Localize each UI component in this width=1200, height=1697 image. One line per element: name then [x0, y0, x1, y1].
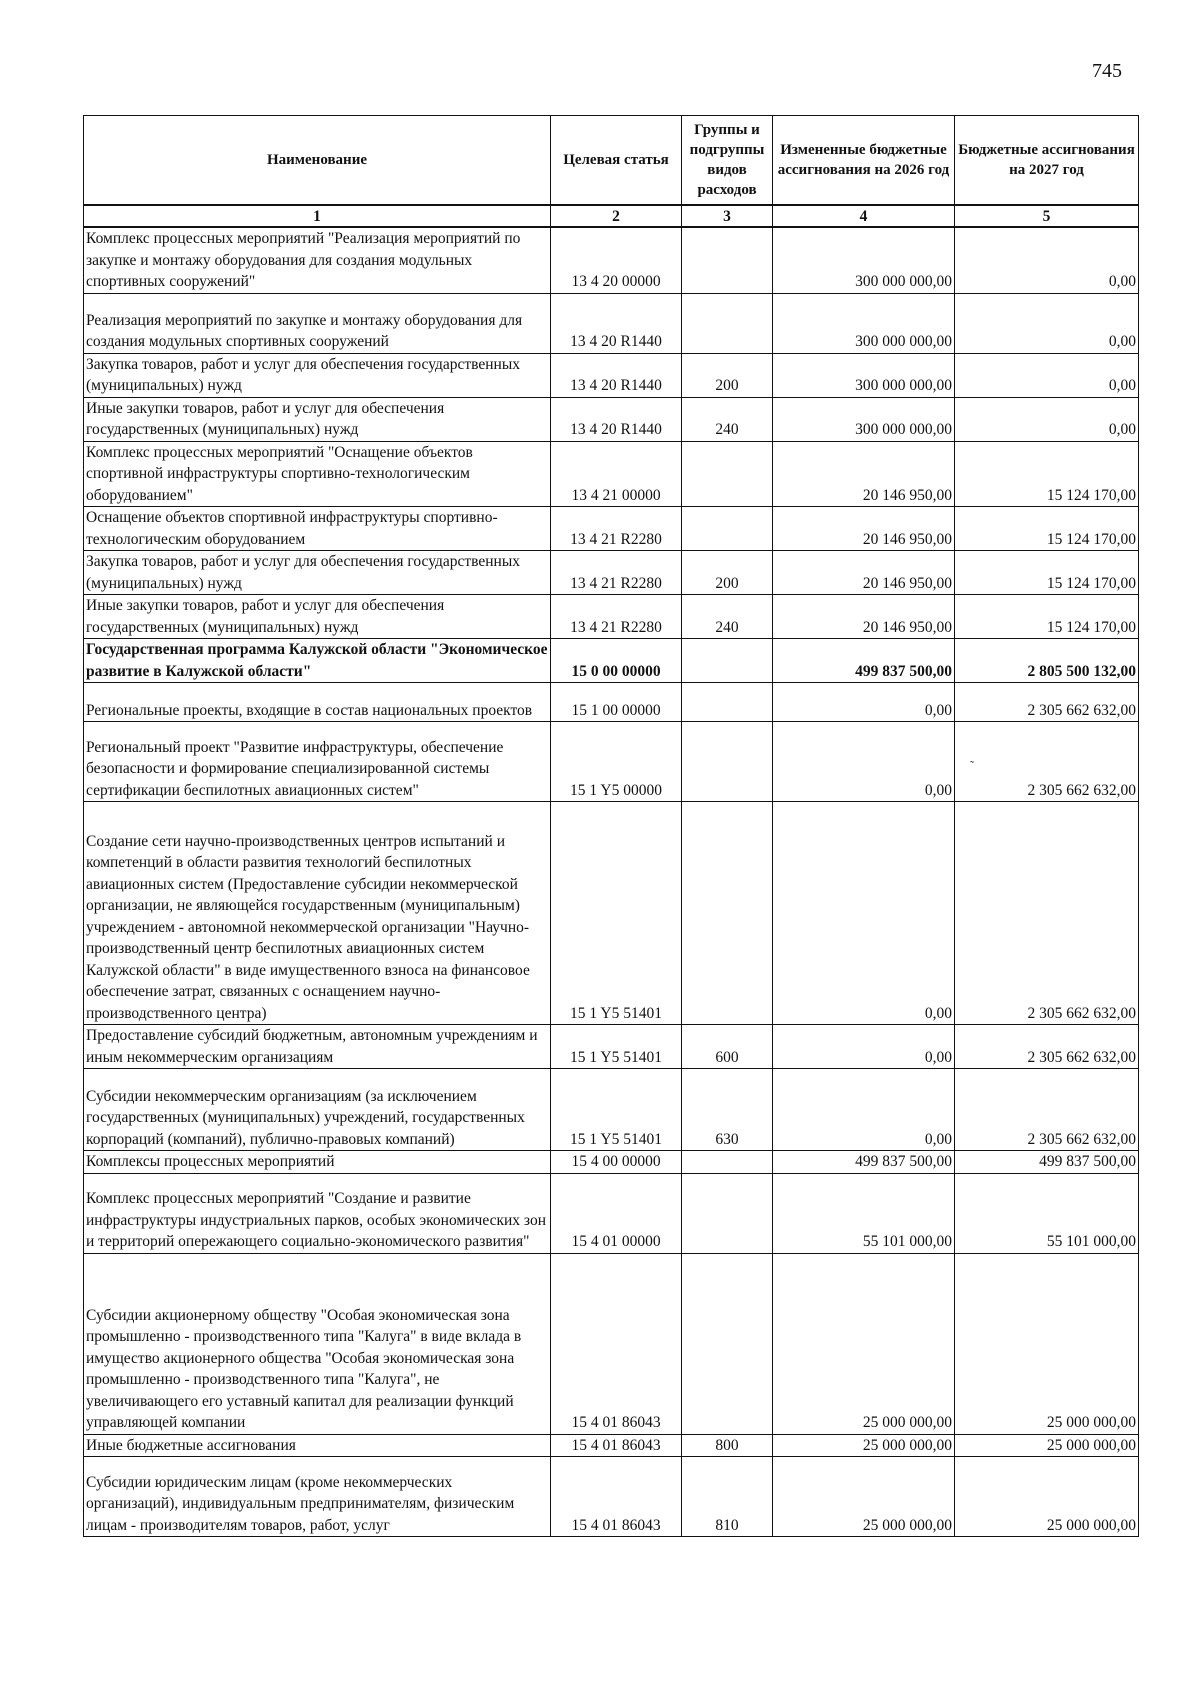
- row-expense-group-cell: [682, 293, 773, 353]
- row-expense-group-cell: 200: [682, 353, 773, 397]
- row-name-cell: Иные закупки товаров, работ и услуг для обеспечения государственных (муниципальных) нужд: [84, 397, 551, 441]
- row-target-article-cell: 15 1 00 00000: [551, 683, 682, 722]
- row-name-cell: Иные бюджетные ассигнования: [84, 1434, 551, 1457]
- table-row: [84, 683, 1139, 722]
- row-amount-2027-cell: 0,00: [955, 397, 1139, 441]
- row-name-cell: Комплекс процессных мероприятий "Реализация мероприятий по закупке и монтажу оборудования для создания модульных спортивных сооружений": [84, 227, 551, 293]
- table-row: [84, 722, 1139, 802]
- table-body: [84, 227, 1139, 1537]
- row-name-cell: Реализация мероприятий по закупке и монтажу оборудования для создания модульных спортивных сооружений: [84, 293, 551, 353]
- row-target-article-cell: 15 4 01 86043: [551, 1253, 682, 1434]
- row-amount-2027-cell: 2 305 662 632,00: [955, 722, 1139, 802]
- table-row: [84, 1173, 1139, 1253]
- row-amount-2026-cell: 300 000 000,00: [773, 227, 955, 293]
- table-row: [84, 293, 1139, 353]
- table-row: [84, 1457, 1139, 1537]
- row-name-cell: Комплекс процессных мероприятий "Оснащение объектов спортивной инфраструктуры спортивно-технологическим оборудованием": [84, 441, 551, 507]
- table-row: [84, 1151, 1139, 1174]
- row-target-article-cell: 13 4 20 00000: [551, 227, 682, 293]
- row-amount-2027-cell: 0,00: [955, 227, 1139, 293]
- row-amount-2026-cell: 499 837 500,00: [773, 639, 955, 683]
- row-target-article-cell: 13 4 21 R2280: [551, 595, 682, 639]
- table-row: [84, 1434, 1139, 1457]
- row-name-cell: Субсидии некоммерческим организациям (за исключением государственных (муниципальных) учреждений, государственных корпораций (компаний), публично-правовых компаний): [84, 1069, 551, 1151]
- row-target-article-cell: 13 4 21 R2280: [551, 551, 682, 595]
- row-name-cell: Государственная программа Калужской области "Экономическое развитие в Калужской области": [84, 639, 551, 683]
- row-name-cell: Субсидии юридическим лицам (кроме некоммерческих организаций), индивидуальным предпринимателям, физическим лицам - производителям товаров, работ, услуг: [84, 1457, 551, 1537]
- table-row: [84, 802, 1139, 1025]
- row-amount-2027-cell: 2 305 662 632,00: [955, 1025, 1139, 1069]
- row-expense-group-cell: 240: [682, 595, 773, 639]
- page-number: 745: [1092, 60, 1122, 82]
- row-amount-2027-cell: 2 305 662 632,00: [955, 683, 1139, 722]
- column-number: 4: [773, 205, 955, 227]
- row-target-article-cell: 13 4 21 R2280: [551, 507, 682, 551]
- row-expense-group-cell: [682, 1253, 773, 1434]
- table-row: [84, 353, 1139, 397]
- row-expense-group-cell: [682, 227, 773, 293]
- row-expense-group-cell: [682, 683, 773, 722]
- row-amount-2026-cell: 0,00: [773, 802, 955, 1025]
- row-name-cell: Закупка товаров, работ и услуг для обеспечения государственных (муниципальных) нужд: [84, 353, 551, 397]
- row-amount-2027-cell: 15 124 170,00: [955, 595, 1139, 639]
- header-amount-2027: Бюджетные ассигнования на 2027 год: [955, 116, 1139, 206]
- column-number: 3: [682, 205, 773, 227]
- row-target-article-cell: 15 1 Y5 51401: [551, 1025, 682, 1069]
- row-name-cell: Субсидии акционерному обществу "Особая экономическая зона промышленно - производственного типа "Калуга" в виде вклада в имущество акционерного общества "Особая экономическая зона промышленно - производственного типа "Калуга", не увеличивающего его уставный капитал для реализации функций управляющей компании: [84, 1253, 551, 1434]
- row-expense-group-cell: [682, 441, 773, 507]
- table-row: [84, 1253, 1139, 1434]
- row-expense-group-cell: 810: [682, 1457, 773, 1537]
- row-amount-2027-cell: 55 101 000,00: [955, 1173, 1139, 1253]
- column-number: 5: [955, 205, 1139, 227]
- table-row: [84, 227, 1139, 293]
- row-target-article-cell: 13 4 20 R1440: [551, 397, 682, 441]
- header-row: [84, 116, 1139, 206]
- row-target-article-cell: 15 4 01 00000: [551, 1173, 682, 1253]
- row-name-cell: Комплекс процессных мероприятий "Создание и развитие инфраструктуры индустриальных парков, особых экономических зон и территорий опережающего социально-экономического развития": [84, 1173, 551, 1253]
- row-amount-2027-cell: 2 305 662 632,00: [955, 802, 1139, 1025]
- row-target-article-cell: 15 1 Y5 00000: [551, 722, 682, 802]
- row-expense-group-cell: 630: [682, 1069, 773, 1151]
- row-amount-2026-cell: 20 146 950,00: [773, 441, 955, 507]
- table-row: [84, 639, 1139, 683]
- row-name-cell: Предоставление субсидий бюджетным, автономным учреждениям и иным некоммерческим организациям: [84, 1025, 551, 1069]
- table-row: [84, 507, 1139, 551]
- row-amount-2027-cell: 499 837 500,00: [955, 1151, 1139, 1174]
- row-target-article-cell: 15 4 00 00000: [551, 1151, 682, 1174]
- row-target-article-cell: 15 1 Y5 51401: [551, 802, 682, 1025]
- column-number: 2: [551, 205, 682, 227]
- row-amount-2027-cell: 2 305 662 632,00: [955, 1069, 1139, 1151]
- row-amount-2026-cell: 0,00: [773, 683, 955, 722]
- row-amount-2026-cell: 25 000 000,00: [773, 1434, 955, 1457]
- table-row: [84, 595, 1139, 639]
- row-expense-group-cell: [682, 1173, 773, 1253]
- row-target-article-cell: 15 1 Y5 51401: [551, 1069, 682, 1151]
- row-amount-2026-cell: 20 146 950,00: [773, 595, 955, 639]
- row-target-article-cell: 13 4 20 R1440: [551, 353, 682, 397]
- row-amount-2026-cell: 25 000 000,00: [773, 1457, 955, 1537]
- row-expense-group-cell: [682, 802, 773, 1025]
- header-target-article: Целевая статья: [551, 116, 682, 206]
- row-amount-2027-cell: 25 000 000,00: [955, 1434, 1139, 1457]
- row-amount-2027-cell: 0,00: [955, 293, 1139, 353]
- row-amount-2027-cell: 2 805 500 132,00: [955, 639, 1139, 683]
- scan-mark: ˜: [970, 758, 974, 772]
- row-amount-2027-cell: 15 124 170,00: [955, 441, 1139, 507]
- table-row: [84, 1069, 1139, 1151]
- row-expense-group-cell: 800: [682, 1434, 773, 1457]
- row-expense-group-cell: [682, 1151, 773, 1174]
- row-expense-group-cell: [682, 507, 773, 551]
- row-expense-group-cell: [682, 722, 773, 802]
- row-amount-2026-cell: 0,00: [773, 1025, 955, 1069]
- row-amount-2026-cell: 20 146 950,00: [773, 551, 955, 595]
- header-expense-group: Группы и подгруппы видов расходов: [682, 116, 773, 206]
- row-name-cell: Закупка товаров, работ и услуг для обеспечения государственных (муниципальных) нужд: [84, 551, 551, 595]
- row-target-article-cell: 15 4 01 86043: [551, 1434, 682, 1457]
- row-target-article-cell: 13 4 21 00000: [551, 441, 682, 507]
- row-amount-2027-cell: 15 124 170,00: [955, 507, 1139, 551]
- row-amount-2026-cell: 0,00: [773, 722, 955, 802]
- header-name: Наименование: [84, 116, 551, 206]
- row-amount-2026-cell: 300 000 000,00: [773, 397, 955, 441]
- row-expense-group-cell: [682, 639, 773, 683]
- row-name-cell: Региональные проекты, входящие в состав национальных проектов: [84, 683, 551, 722]
- table-row: [84, 397, 1139, 441]
- row-expense-group-cell: 240: [682, 397, 773, 441]
- row-amount-2026-cell: 25 000 000,00: [773, 1253, 955, 1434]
- table-row: [84, 551, 1139, 595]
- row-target-article-cell: 15 0 00 00000: [551, 639, 682, 683]
- row-amount-2026-cell: 55 101 000,00: [773, 1173, 955, 1253]
- row-amount-2026-cell: 300 000 000,00: [773, 293, 955, 353]
- row-name-cell: Создание сети научно-производственных центров испытаний и компетенций в области развития технологий беспилотных авиационных систем (Предоставление субсидии некоммерческой организации, не являющейся государственным (муниципальным) учреждением - автономной некоммерческой организации "Научно-производственный центр беспилотных авиационных систем Калужской области" в виде имущественного взноса на финансовое обеспечение затрат, связанных с оснащением научно-производственного центра): [84, 802, 551, 1025]
- row-target-article-cell: 13 4 20 R1440: [551, 293, 682, 353]
- row-name-cell: Оснащение объектов спортивной инфраструктуры спортивно-технологическим оборудованием: [84, 507, 551, 551]
- budget-table: [83, 115, 1139, 1537]
- row-amount-2026-cell: 20 146 950,00: [773, 507, 955, 551]
- column-number-row: [84, 205, 1139, 227]
- row-amount-2027-cell: 15 124 170,00: [955, 551, 1139, 595]
- row-amount-2026-cell: 499 837 500,00: [773, 1151, 955, 1174]
- row-expense-group-cell: 600: [682, 1025, 773, 1069]
- header-amount-2026: Измененные бюджетные ассигнования на 2026 год: [773, 116, 955, 206]
- row-amount-2027-cell: 25 000 000,00: [955, 1253, 1139, 1434]
- row-expense-group-cell: 200: [682, 551, 773, 595]
- row-name-cell: Региональный проект "Развитие инфраструктуры, обеспечение безопасности и формирование специализированной системы сертификации беспилотных авиационных систем": [84, 722, 551, 802]
- row-amount-2027-cell: 25 000 000,00: [955, 1457, 1139, 1537]
- row-target-article-cell: 15 4 01 86043: [551, 1457, 682, 1537]
- row-amount-2026-cell: 300 000 000,00: [773, 353, 955, 397]
- row-name-cell: Комплексы процессных мероприятий: [84, 1151, 551, 1174]
- table-row: [84, 441, 1139, 507]
- table-row: [84, 1025, 1139, 1069]
- row-amount-2027-cell: 0,00: [955, 353, 1139, 397]
- column-number: 1: [84, 205, 551, 227]
- row-name-cell: Иные закупки товаров, работ и услуг для обеспечения государственных (муниципальных) нужд: [84, 595, 551, 639]
- row-amount-2026-cell: 0,00: [773, 1069, 955, 1151]
